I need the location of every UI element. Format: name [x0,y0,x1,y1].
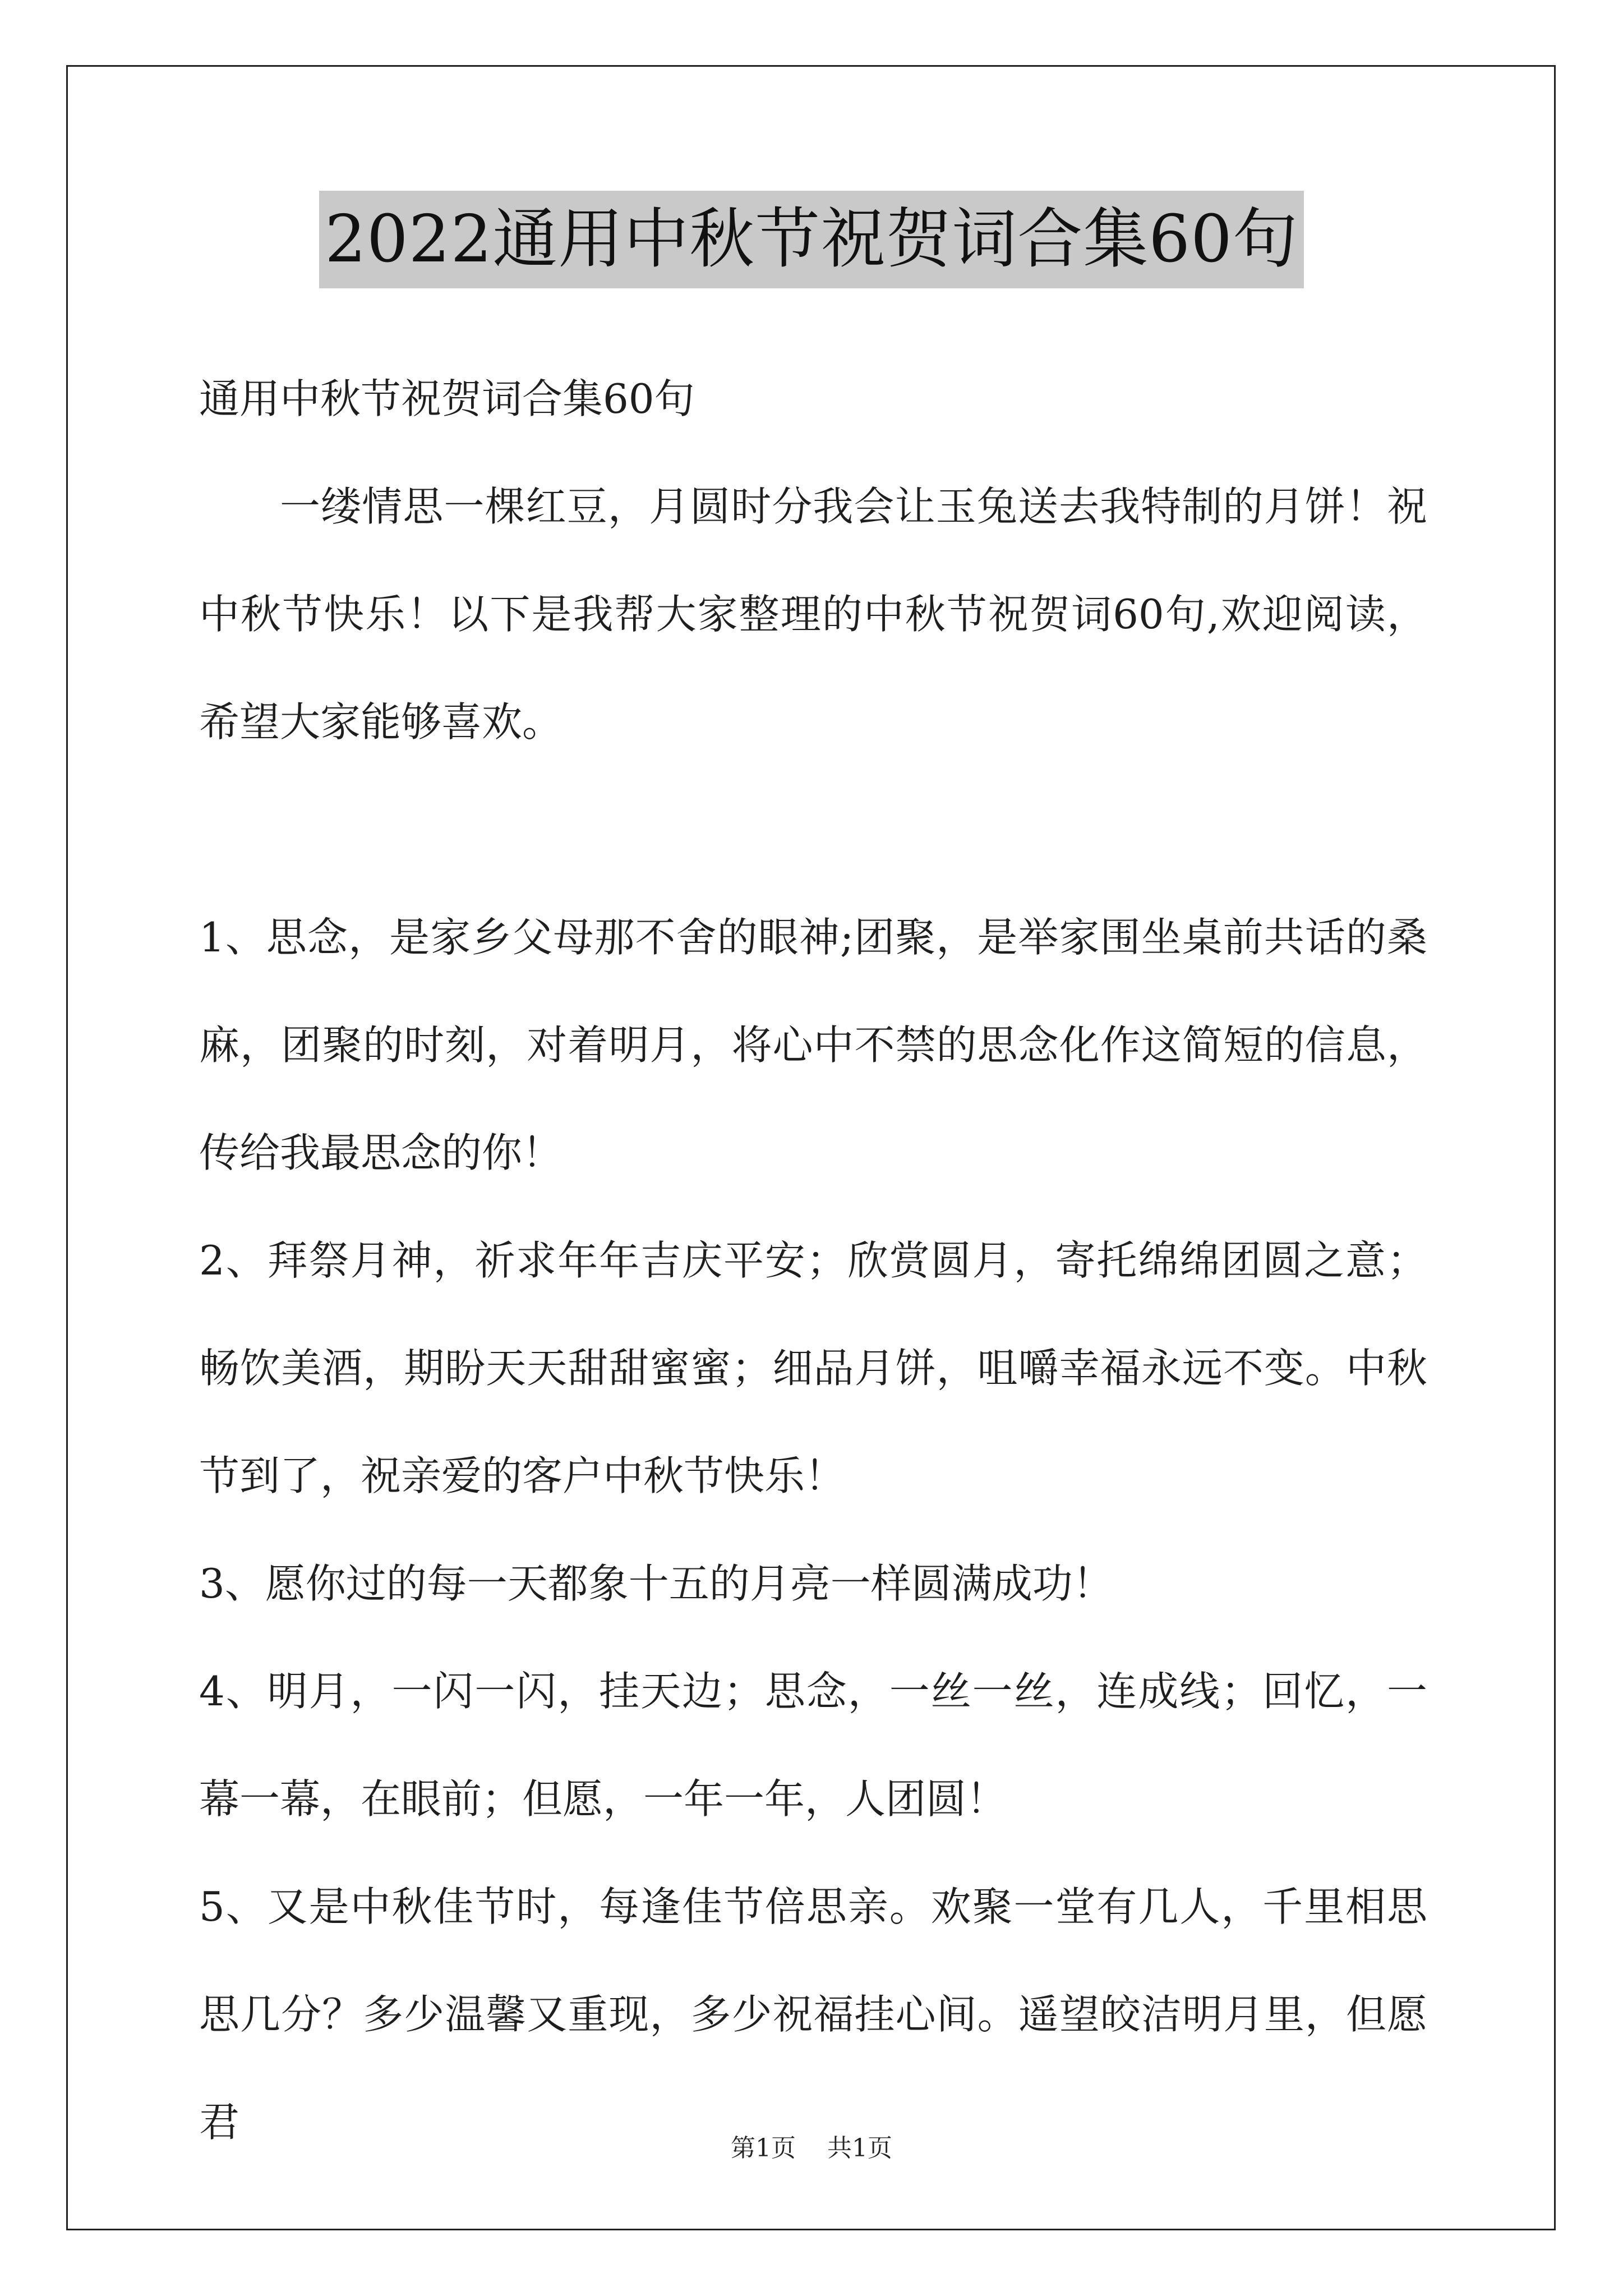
list-item: 2、拜祭月神，祈求年年吉庆平安；欣赏圆月，寄托绵绵团圆之意；畅饮美酒，期盼天天甜甜蜜蜜；细品月饼，咀嚼幸福永远不变。中秋节到了，祝亲爱的客户中秋节快乐！ [199,1237,1427,1499]
list-item: 3、愿你过的每一天都象十五的月亮一样圆满成功！ [199,1560,1113,1607]
page-number: 第1页 [731,2134,796,2162]
title-container [0,191,1623,288]
list-item: 5、又是中秋佳节时，每逢佳节倍思亲。欢聚一堂有几人，千里相思思几分？多少温馨又重现，多少祝福挂心间。遥望皎洁明月里，但愿君 [199,1883,1427,2146]
page-total: 共1页 [827,2134,892,2162]
document-subtitle: 通用中秋节祝贺词合集60句 [199,375,695,422]
blank-line [199,776,1427,884]
document-title: 2022通用中秋节祝贺词合集60句 [319,191,1304,288]
page-footer [0,2132,1623,2165]
intro-paragraph: 一缕情思一棵红豆，月圆时分我会让玉兔送去我特制的月饼！祝中秋节快乐！以下是我帮大家整理的中秋节祝贺词60句,欢迎阅读，希望大家能够喜欢。 [199,483,1427,746]
document-body [199,345,1427,2176]
list-item: 4、明月，一闪一闪，挂天边；思念，一丝一丝，连成线；回忆，一幕一幕，在眼前；但愿，一年一年，人团圆！ [199,1668,1427,1823]
list-item: 1、思念，是家乡父母那不舍的眼神;团聚，是举家围坐桌前共话的桑麻，团聚的时刻，对着明月，将心中不禁的思念化作这简短的信息，传给我最思念的你！ [199,914,1427,1176]
